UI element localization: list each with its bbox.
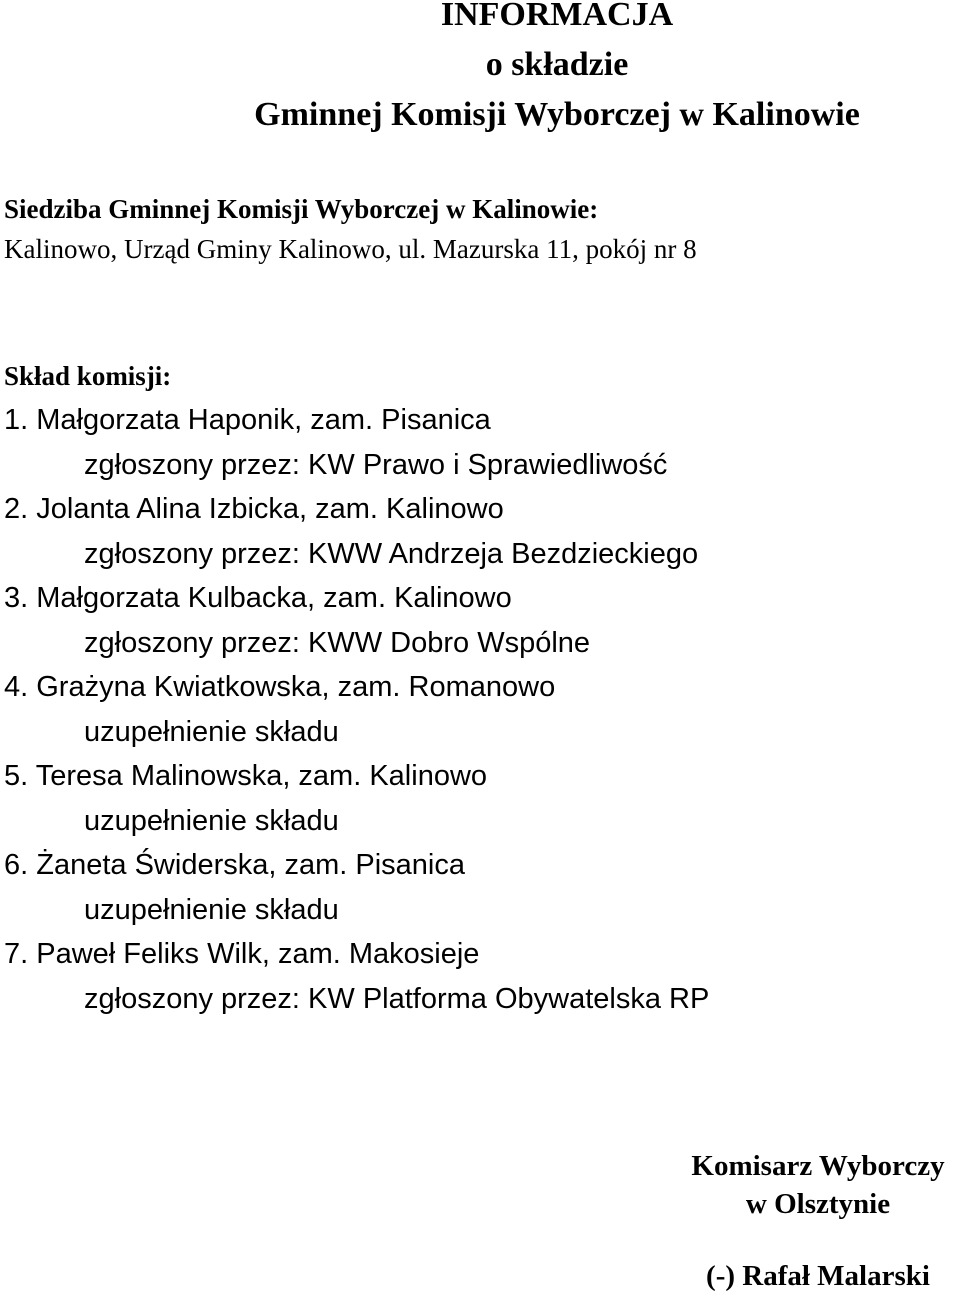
member-7: 7. Paweł Feliks Wilk, zam. Makosieje [4,938,480,970]
document-title: INFORMACJA [440,0,674,33]
member-6: 6. Żaneta Świderska, zam. Pisanica [4,849,465,881]
member-2-nomination: zgłoszony przez: KWW Andrzeja Bezdzieckiego [84,538,699,570]
seat-address: Kalinowo, Urząd Gminy Kalinowo, ul. Mazurska 11, pokój nr 8 [4,234,697,264]
member-7-nomination: zgłoszony przez: KW Platforma Obywatelska RP [84,983,710,1015]
member-4: 4. Grażyna Kwiatkowska, zam. Romanowo [4,671,556,703]
seat-heading: Siedziba Gminnej Komisji Wyborczej w Kalinowie: [4,194,599,224]
signatory-office: Komisarz Wyborczy [691,1150,945,1182]
document-subtitle: o składzie [485,46,629,83]
member-5-nomination: uzupełnienie składu [84,805,339,837]
composition-heading: Skład komisji: [4,361,172,391]
member-3: 3. Małgorzata Kulbacka, zam. Kalinowo [4,582,512,614]
member-3-nomination: zgłoszony przez: KWW Dobro Wspólne [84,627,591,659]
signatory-location: w Olsztynie [745,1188,891,1220]
member-5: 5. Teresa Malinowska, zam. Kalinowo [4,760,488,792]
member-1-nomination: zgłoszony przez: KW Prawo i Sprawiedliwość [84,449,668,481]
member-4-nomination: uzupełnienie składu [84,716,339,748]
member-6-nomination: uzupełnienie składu [84,894,339,926]
member-2: 2. Jolanta Alina Izbicka, zam. Kalinowo [4,493,504,525]
member-1: 1. Małgorzata Haponik, zam. Pisanica [4,404,491,436]
signatory-name: (-) Rafał Malarski [706,1260,930,1292]
commission-name: Gminnej Komisji Wyborczej w Kalinowie [254,96,860,133]
